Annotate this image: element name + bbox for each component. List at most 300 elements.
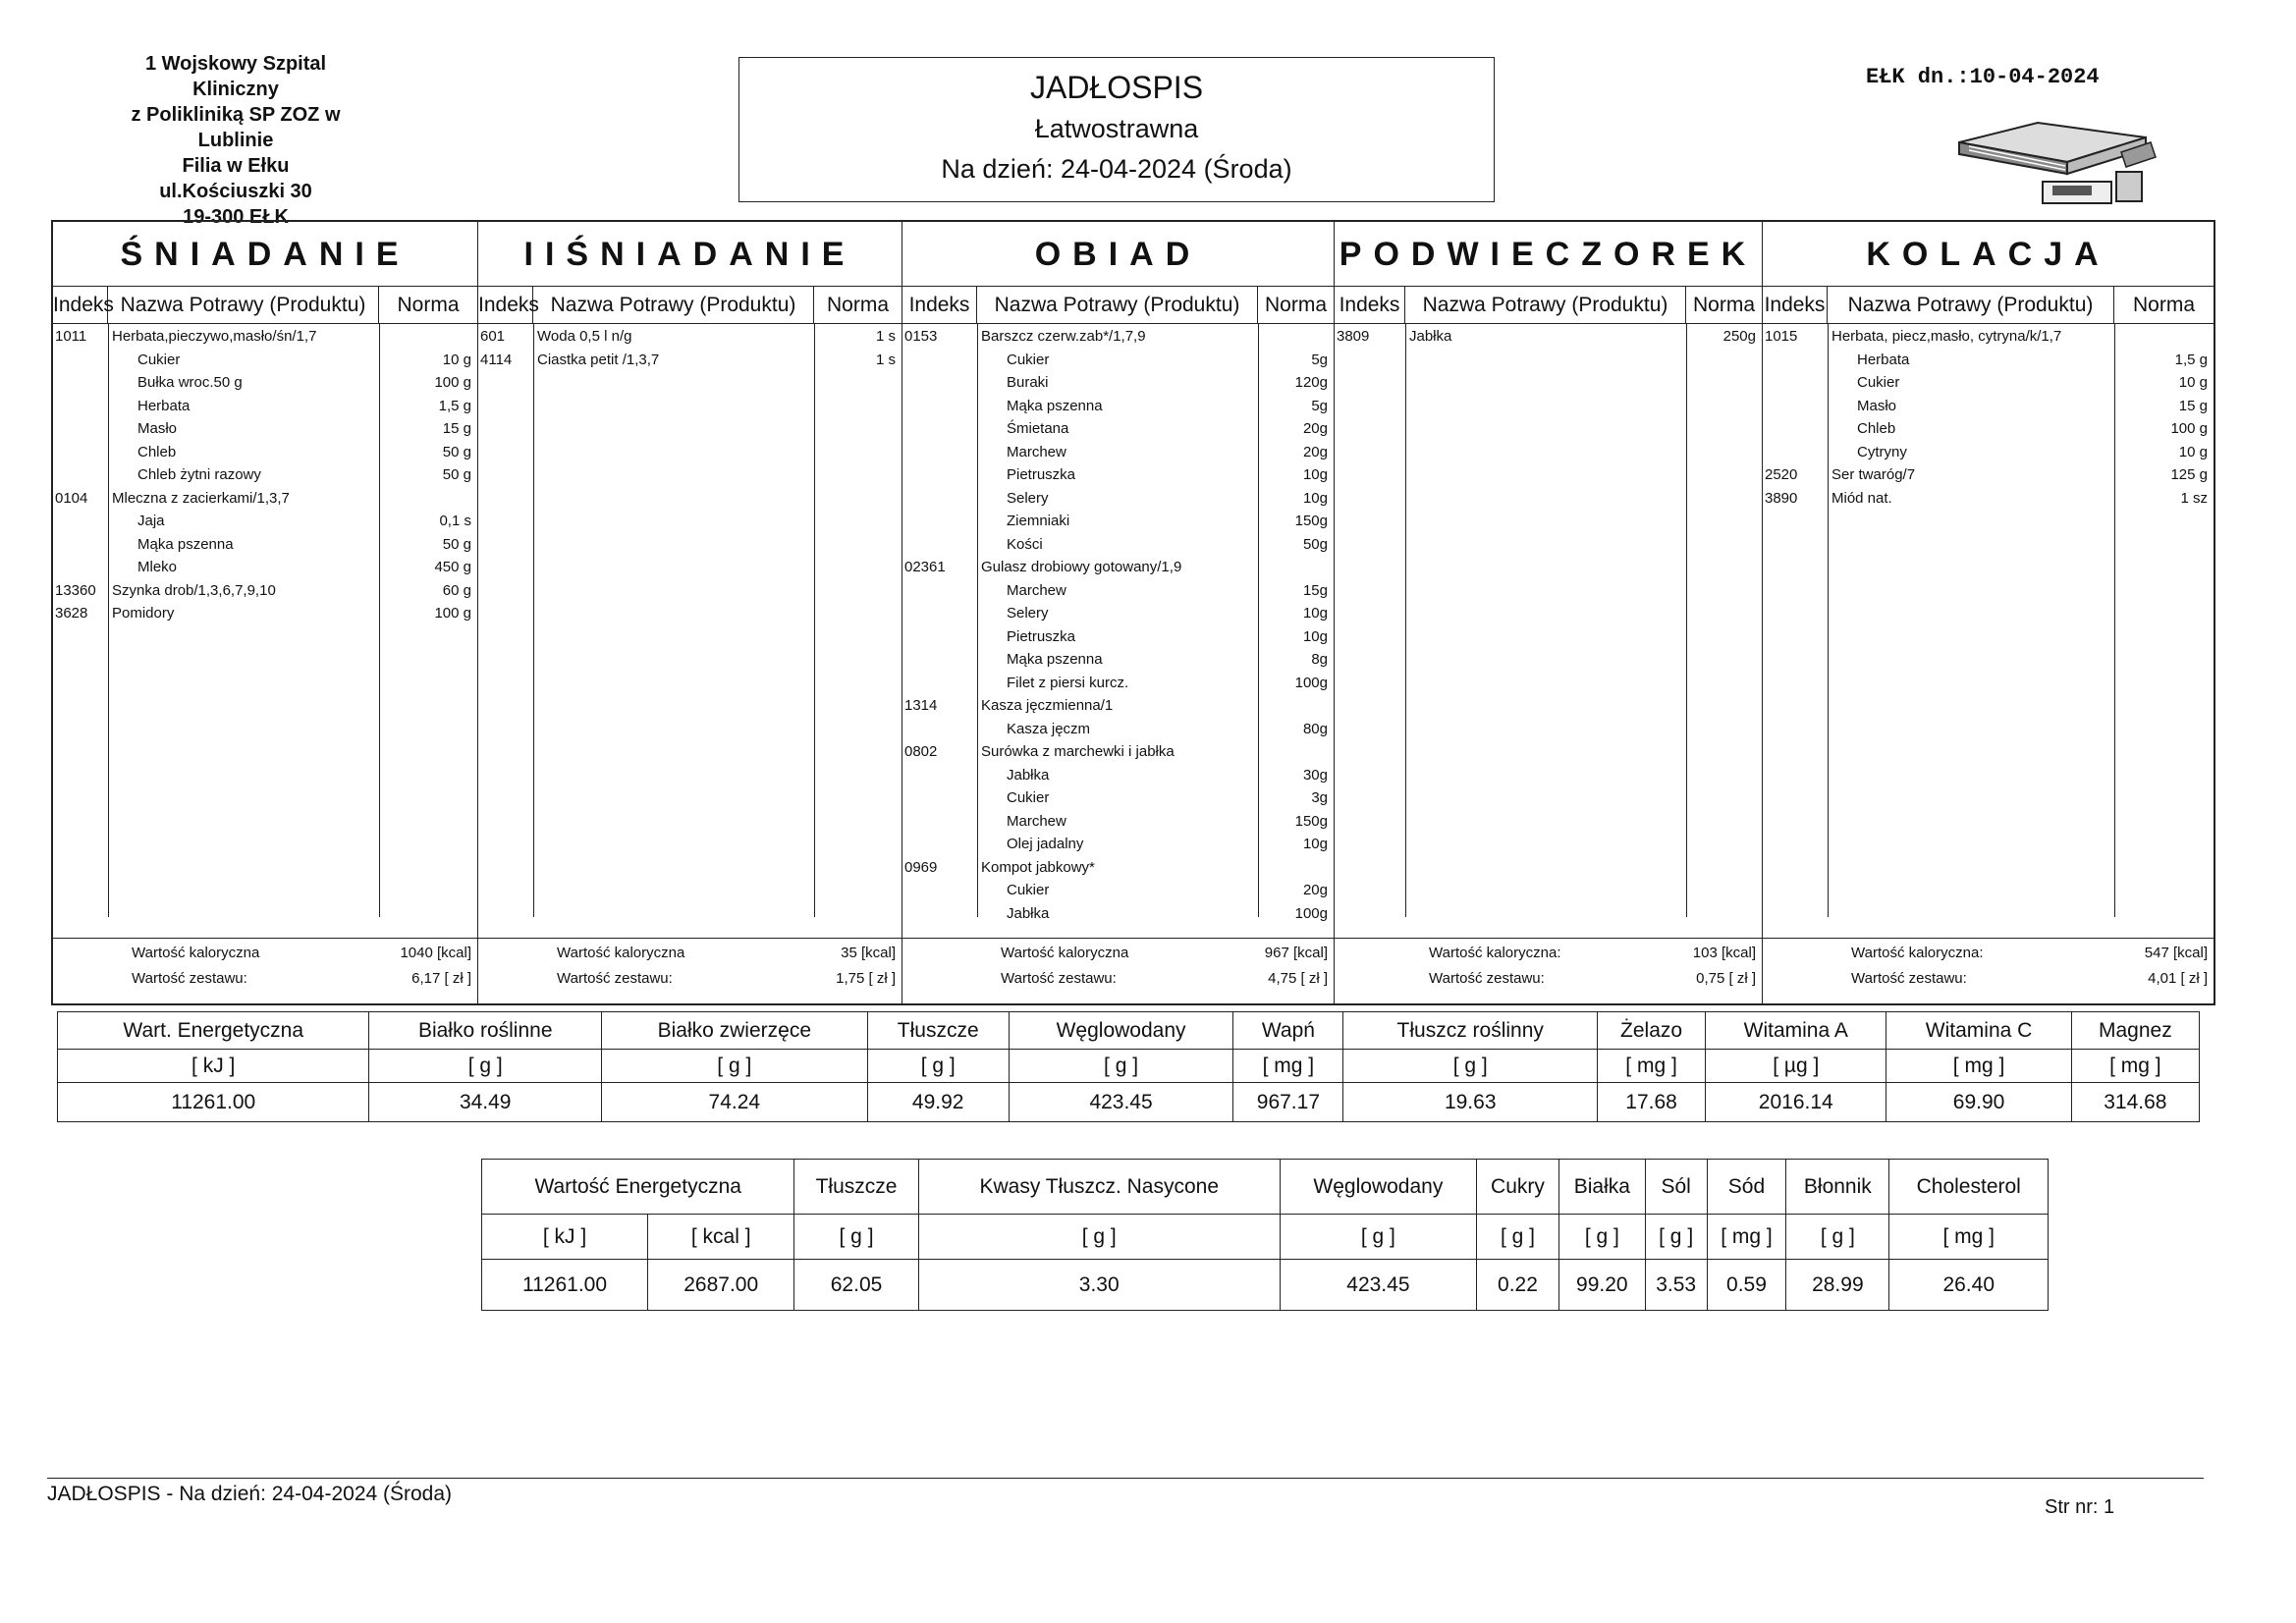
menu-item bbox=[902, 444, 1334, 467]
nutrition2-header-cell: Cukry bbox=[1476, 1160, 1558, 1215]
item-index: 0969 bbox=[904, 858, 938, 876]
meal-summary bbox=[53, 938, 477, 1003]
item-name: Cukier bbox=[137, 351, 181, 368]
menu-item bbox=[902, 767, 1334, 790]
nutrition1-units-cell: [ mg ] bbox=[2071, 1050, 2199, 1083]
item-name: Cukier bbox=[1007, 789, 1050, 806]
item-index: 3809 bbox=[1337, 328, 1370, 345]
nutrition1-values-cell: 17.68 bbox=[1598, 1083, 1706, 1122]
menu-item bbox=[53, 466, 477, 490]
footer-title: JADŁOSPIS - Na dzień: 24-04-2024 (Środa) bbox=[47, 1483, 453, 1505]
item-norm: 100g bbox=[1294, 904, 1328, 922]
menu-item bbox=[53, 490, 477, 514]
kcal-value: 547 [kcal] bbox=[2144, 945, 2208, 961]
menu-item bbox=[902, 536, 1334, 560]
menu-item bbox=[902, 605, 1334, 628]
nutrition2-unit-cell: [ kcal ] bbox=[648, 1215, 794, 1260]
kcal-label: Wartość kaloryczna: bbox=[1851, 945, 1984, 961]
nutrition1-units-cell: [ µg ] bbox=[1706, 1050, 1886, 1083]
item-name: Gulasz drobiowy gotowany/1,9 bbox=[981, 559, 1182, 575]
menu-item bbox=[902, 582, 1334, 606]
item-index: 0802 bbox=[904, 743, 938, 760]
item-name: Marchew bbox=[1007, 581, 1066, 599]
meal-title: PODWIECZOREK bbox=[1335, 222, 1762, 287]
item-name: Masło bbox=[1857, 397, 1897, 414]
item-name: Cukier bbox=[1857, 374, 1900, 391]
menu-item bbox=[53, 374, 477, 398]
hospital-line3: Filia w Ełku bbox=[182, 155, 290, 177]
item-name: Pietruszka bbox=[1007, 627, 1076, 645]
menu-item bbox=[902, 721, 1334, 744]
item-name: Herbata bbox=[137, 397, 191, 414]
menu-item bbox=[53, 398, 477, 421]
column-divider bbox=[1405, 324, 1406, 917]
norm-header: Norma bbox=[1264, 294, 1327, 316]
cost-label: Wartość zestawu: bbox=[1429, 970, 1545, 987]
menu-item bbox=[53, 536, 477, 560]
nutrition1-headers-cell: Węglowodany bbox=[1009, 1012, 1233, 1050]
nutrition2-unit-cell: [ g ] bbox=[1786, 1215, 1889, 1260]
item-norm: 100 g bbox=[434, 374, 471, 391]
nutrition-table-2 bbox=[481, 1159, 2049, 1311]
item-norm: 50 g bbox=[442, 443, 471, 460]
menu-item bbox=[1763, 328, 2214, 352]
menu-item bbox=[902, 836, 1334, 859]
nutrition2-unit-cell: [ mg ] bbox=[1707, 1215, 1786, 1260]
item-name: Marchew bbox=[1007, 443, 1066, 460]
item-name: Cukier bbox=[1007, 882, 1050, 898]
menu-item bbox=[902, 882, 1334, 905]
nutrition1-headers-cell: Magnez bbox=[2071, 1012, 2199, 1050]
item-norm: 1,5 g bbox=[2174, 351, 2208, 368]
nutrition1-values-cell: 967.17 bbox=[1233, 1083, 1343, 1122]
nutrition2-unit-cell: [ mg ] bbox=[1889, 1215, 2049, 1260]
hospital-address bbox=[108, 51, 363, 230]
page-number: Str nr: 1 bbox=[2045, 1496, 2115, 1518]
nutrition2-unit-cell: [ g ] bbox=[1645, 1215, 1707, 1260]
index-header: Indeks bbox=[902, 287, 977, 323]
item-name: Olej jadalny bbox=[1007, 836, 1084, 852]
nutrition2-header-cell: Sól bbox=[1645, 1160, 1707, 1215]
item-norm: 150g bbox=[1294, 513, 1328, 529]
meal-body bbox=[53, 324, 477, 917]
item-name: Mleczna z zacierkami/1,3,7 bbox=[112, 489, 290, 507]
item-norm: 10 g bbox=[2178, 443, 2208, 460]
name-header: Nazwa Potrawy (Produktu) bbox=[533, 287, 814, 323]
column-headers bbox=[902, 287, 1334, 324]
item-name: Chleb bbox=[1857, 420, 1896, 437]
nutrition1-units-cell: [ mg ] bbox=[1886, 1050, 2071, 1083]
item-norm: 10 g bbox=[2178, 374, 2208, 391]
menu-item bbox=[902, 513, 1334, 536]
menu-item bbox=[53, 582, 477, 606]
menu-item bbox=[902, 352, 1334, 375]
item-norm: 120g bbox=[1294, 374, 1328, 391]
nutrition2-value-cell: 11261.00 bbox=[482, 1260, 648, 1311]
nutrition2-value-cell: 0.22 bbox=[1476, 1260, 1558, 1311]
meal-column-1 bbox=[478, 222, 902, 1003]
item-norm: 15 g bbox=[2178, 397, 2208, 414]
menu-item bbox=[53, 559, 477, 582]
nutrition2-header-cell: Tłuszcze bbox=[794, 1160, 918, 1215]
hospital-line1: 1 Wojskowy Szpital Kliniczny bbox=[144, 53, 327, 100]
menu-item bbox=[902, 559, 1334, 582]
item-name: Surówka z marchewki i jabłka bbox=[981, 743, 1175, 760]
meal-body bbox=[902, 324, 1334, 922]
item-norm: 30g bbox=[1302, 766, 1328, 784]
item-norm: 50 g bbox=[442, 466, 471, 483]
norm-header: Norma bbox=[2132, 294, 2195, 316]
nutrition-table-1 bbox=[57, 1011, 2200, 1122]
nutrition1-headers-cell: Witamina C bbox=[1886, 1012, 2071, 1050]
cost-value: 0,75 [ zł ] bbox=[1696, 970, 1756, 987]
menu-item bbox=[902, 628, 1334, 652]
name-header: Nazwa Potrawy (Produktu) bbox=[108, 287, 379, 323]
nutrition1-headers-cell: Wapń bbox=[1233, 1012, 1343, 1050]
nutrition2-header-cell: Węglowodany bbox=[1280, 1160, 1476, 1215]
meal-title: KOLACJA bbox=[1763, 222, 2214, 287]
item-norm: 1 s bbox=[875, 328, 896, 345]
menu-item bbox=[1763, 490, 2214, 514]
item-name: Marchew bbox=[1007, 812, 1066, 830]
kcal-value: 103 [kcal] bbox=[1692, 945, 1756, 961]
nutrition2-value-cell: 99.20 bbox=[1559, 1260, 1646, 1311]
meal-title: IIŚNIADANIE bbox=[478, 222, 902, 287]
item-norm: 10g bbox=[1302, 466, 1328, 483]
menu-item bbox=[1763, 374, 2214, 398]
page-title: JADŁOSPIS bbox=[1029, 70, 1204, 105]
name-header: Nazwa Potrawy (Produktu) bbox=[977, 287, 1258, 323]
item-name: Cytryny bbox=[1857, 443, 1907, 460]
menu-item bbox=[1763, 420, 2214, 444]
cost-value: 6,17 [ zł ] bbox=[411, 970, 471, 987]
item-norm: 10g bbox=[1302, 836, 1328, 852]
nutrition1-headers-cell: Witamina A bbox=[1706, 1012, 1886, 1050]
menu-item bbox=[902, 466, 1334, 490]
meal-title: OBIAD bbox=[902, 222, 1334, 287]
nutrition2-header-cell: Sód bbox=[1707, 1160, 1786, 1215]
item-name: Woda 0,5 l n/g bbox=[537, 328, 632, 345]
energy-header: Wartość Energetyczna bbox=[482, 1160, 794, 1215]
nutrition2-unit-cell: [ g ] bbox=[1476, 1215, 1558, 1260]
menu-item bbox=[478, 352, 902, 375]
nutrition2-header-cell: Kwasy Tłuszcz. Nasycone bbox=[918, 1160, 1280, 1215]
item-norm: 450 g bbox=[434, 559, 471, 575]
item-name: Herbata,pieczywo,masło/śn/1,7 bbox=[112, 328, 317, 345]
menu-item bbox=[53, 328, 477, 352]
column-divider bbox=[1686, 324, 1687, 917]
item-index: 02361 bbox=[904, 559, 946, 575]
item-name: Jaja bbox=[137, 513, 165, 529]
column-headers bbox=[53, 287, 477, 324]
nutrition2-header-cell: Białka bbox=[1559, 1160, 1646, 1215]
item-name: Masło bbox=[137, 420, 178, 437]
menu-item bbox=[53, 444, 477, 467]
item-norm: 125 g bbox=[2170, 466, 2208, 483]
menu-item bbox=[1763, 352, 2214, 375]
item-norm: 1 sz bbox=[2180, 489, 2208, 507]
column-headers bbox=[478, 287, 902, 324]
item-name: Barszcz czerw.zab*/1,7,9 bbox=[981, 328, 1146, 345]
item-index: 3890 bbox=[1765, 489, 1798, 507]
item-name: Ciastka petit /1,3,7 bbox=[537, 351, 660, 368]
menu-item bbox=[1763, 398, 2214, 421]
item-norm: 10g bbox=[1302, 489, 1328, 507]
item-norm: 5g bbox=[1311, 397, 1328, 414]
item-name: Jabłka bbox=[1409, 328, 1452, 345]
nutrition1-values-cell: 423.45 bbox=[1009, 1083, 1233, 1122]
nutrition1-units-cell: [ kJ ] bbox=[58, 1050, 369, 1083]
nutrition2-value-cell: 62.05 bbox=[794, 1260, 918, 1311]
name-header: Nazwa Potrawy (Produktu) bbox=[1405, 287, 1686, 323]
item-index: 2520 bbox=[1765, 466, 1798, 483]
menu-item bbox=[902, 813, 1334, 837]
kcal-value: 35 [kcal] bbox=[841, 945, 896, 961]
item-name: Kości bbox=[1007, 535, 1043, 553]
menu-item bbox=[902, 743, 1334, 767]
item-norm: 50g bbox=[1302, 535, 1328, 553]
menu-item bbox=[902, 420, 1334, 444]
nutrition1-units-cell: [ mg ] bbox=[1233, 1050, 1343, 1083]
nutrition1-units-cell: [ g ] bbox=[1343, 1050, 1598, 1083]
item-norm: 50 g bbox=[442, 535, 471, 553]
diet-name: Łatwostrawna bbox=[1034, 114, 1199, 143]
menu-item bbox=[902, 374, 1334, 398]
item-norm: 3g bbox=[1311, 789, 1328, 806]
nutrition2-unit-cell: [ g ] bbox=[1559, 1215, 1646, 1260]
menu-item bbox=[902, 675, 1334, 698]
item-index: 601 bbox=[480, 328, 506, 345]
nutrition2-unit-cell: [ g ] bbox=[918, 1215, 1280, 1260]
item-name: Selery bbox=[1007, 605, 1049, 622]
item-norm: 150g bbox=[1294, 812, 1328, 830]
menu-item bbox=[53, 605, 477, 628]
item-norm: 1 s bbox=[875, 351, 896, 368]
item-norm: 10 g bbox=[442, 351, 471, 368]
item-norm: 10g bbox=[1302, 627, 1328, 645]
nutrition2-unit-cell: [ kJ ] bbox=[482, 1215, 648, 1260]
menu-item bbox=[478, 328, 902, 352]
menu-table bbox=[51, 220, 2215, 1005]
nutrition2-header-cell: Cholesterol bbox=[1889, 1160, 2049, 1215]
item-name: Buraki bbox=[1007, 374, 1049, 391]
item-name: Jabłka bbox=[1007, 766, 1050, 784]
item-norm: 20g bbox=[1302, 420, 1328, 437]
index-header: Indeks bbox=[478, 287, 533, 323]
cost-label: Wartość zestawu: bbox=[1001, 970, 1117, 987]
item-index: 0104 bbox=[55, 489, 88, 507]
meal-body bbox=[1763, 324, 2214, 917]
item-name: Kasza jęczmienna/1 bbox=[981, 697, 1114, 714]
item-index: 3628 bbox=[55, 605, 88, 622]
item-name: Chleb żytni razowy bbox=[137, 466, 261, 483]
item-name: Miód nat. bbox=[1831, 489, 1892, 507]
item-norm: 100 g bbox=[2170, 420, 2208, 437]
item-norm: 250g bbox=[1722, 328, 1756, 345]
cost-value: 1,75 [ zł ] bbox=[836, 970, 896, 987]
item-name: Cukier bbox=[1007, 351, 1050, 368]
menu-item bbox=[902, 651, 1334, 675]
item-name: Bułka wroc.50 g bbox=[137, 374, 243, 391]
nutrition2-value-cell: 28.99 bbox=[1786, 1260, 1889, 1311]
norm-header: Norma bbox=[1692, 294, 1755, 316]
meal-title: ŚNIADANIE bbox=[53, 222, 477, 287]
nutrition1-headers-cell: Żelazo bbox=[1598, 1012, 1706, 1050]
item-index: 1015 bbox=[1765, 328, 1798, 345]
nutrition1-values-cell: 314.68 bbox=[2071, 1083, 2199, 1122]
item-norm: 100g bbox=[1294, 674, 1328, 691]
cost-label: Wartość zestawu: bbox=[557, 970, 673, 987]
nutrition1-values-cell: 2016.14 bbox=[1706, 1083, 1886, 1122]
meal-summary bbox=[902, 938, 1334, 1003]
item-name: Kasza jęczm bbox=[1007, 720, 1091, 737]
kcal-label: Wartość kaloryczna bbox=[557, 945, 685, 961]
item-name: Mleko bbox=[137, 559, 178, 575]
menu-item bbox=[53, 420, 477, 444]
meal-column-4 bbox=[1763, 222, 2214, 1003]
nutrition1-values-cell: 74.24 bbox=[602, 1083, 868, 1122]
nutrition1-units-cell: [ mg ] bbox=[1598, 1050, 1706, 1083]
menu-item bbox=[1763, 466, 2214, 490]
nutrition2-value-cell: 0.59 bbox=[1707, 1260, 1786, 1311]
nutrition1-units-cell: [ g ] bbox=[1009, 1050, 1233, 1083]
nutrition2-value-cell: 2687.00 bbox=[648, 1260, 794, 1311]
column-divider bbox=[533, 324, 534, 917]
cost-value: 4,01 [ zł ] bbox=[2148, 970, 2208, 987]
menu-item bbox=[902, 490, 1334, 514]
nutrition2-value-cell: 3.30 bbox=[918, 1260, 1280, 1311]
meal-body bbox=[478, 324, 902, 917]
nutrition2-header-cell: Błonnik bbox=[1786, 1160, 1889, 1215]
item-name: Herbata bbox=[1857, 351, 1910, 368]
item-name: Ser twaróg/7 bbox=[1831, 466, 1916, 483]
meal-column-0 bbox=[53, 222, 478, 1003]
nutrition1-values-cell: 34.49 bbox=[369, 1083, 602, 1122]
item-name: Ziemniaki bbox=[1007, 513, 1070, 529]
hospital-line4: ul.Kościuszki 30 bbox=[159, 181, 312, 202]
column-divider bbox=[814, 324, 815, 917]
item-name: Szynka drob/1,3,6,7,9,10 bbox=[112, 581, 276, 599]
nutrition2-unit-cell: [ g ] bbox=[1280, 1215, 1476, 1260]
item-norm: 20g bbox=[1302, 443, 1328, 460]
item-name: Selery bbox=[1007, 489, 1049, 507]
item-norm: 80g bbox=[1302, 720, 1328, 737]
nutrition2-value-cell: 26.40 bbox=[1889, 1260, 2049, 1311]
title-box bbox=[738, 57, 1495, 202]
footer-divider bbox=[47, 1478, 2204, 1479]
index-header: Indeks bbox=[1763, 287, 1828, 323]
book-computer-icon bbox=[1949, 113, 2165, 211]
item-name: Kompot jabkowy* bbox=[981, 858, 1095, 876]
nutrition1-headers-cell: Wart. Energetyczna bbox=[58, 1012, 369, 1050]
item-index: 4114 bbox=[480, 351, 513, 368]
item-name: Mąka pszenna bbox=[137, 535, 234, 553]
kcal-label: Wartość kaloryczna bbox=[1001, 945, 1129, 961]
nutrition1-values-cell: 19.63 bbox=[1343, 1083, 1598, 1122]
item-norm: 1,5 g bbox=[438, 397, 471, 414]
menu-item bbox=[53, 352, 477, 375]
item-name: Pomidory bbox=[112, 605, 175, 622]
index-header: Indeks bbox=[53, 287, 108, 323]
cost-value: 4,75 [ zł ] bbox=[1268, 970, 1328, 987]
menu-item bbox=[902, 905, 1334, 929]
item-norm: 8g bbox=[1311, 651, 1328, 668]
meal-summary bbox=[1335, 938, 1762, 1003]
item-index: 1314 bbox=[904, 697, 938, 714]
menu-item bbox=[53, 513, 477, 536]
nutrition1-headers-cell: Białko roślinne bbox=[369, 1012, 602, 1050]
item-name: Mąka pszenna bbox=[1007, 651, 1103, 668]
menu-item bbox=[902, 697, 1334, 721]
menu-item bbox=[1335, 328, 1762, 352]
item-norm: 15g bbox=[1302, 581, 1328, 599]
menu-item bbox=[902, 398, 1334, 421]
nutrition1-values-cell: 11261.00 bbox=[58, 1083, 369, 1122]
item-norm: 5g bbox=[1311, 351, 1328, 368]
document-date: EŁK dn.:10-04-2024 bbox=[1866, 65, 2100, 89]
nutrition1-units-cell: [ g ] bbox=[867, 1050, 1009, 1083]
item-name: Herbata, piecz,masło, cytryna/k/1,7 bbox=[1831, 328, 2062, 345]
nutrition2-value-cell: 3.53 bbox=[1645, 1260, 1707, 1311]
meal-summary bbox=[478, 938, 902, 1003]
item-name: Pietruszka bbox=[1007, 466, 1076, 483]
hospital-line5: 19-300 EŁK bbox=[183, 206, 289, 228]
item-norm: 15 g bbox=[442, 420, 471, 437]
menu-item bbox=[1763, 444, 2214, 467]
nutrition2-value-cell: 423.45 bbox=[1280, 1260, 1476, 1311]
nutrition1-headers-cell: Tłuszcze bbox=[867, 1012, 1009, 1050]
column-headers bbox=[1763, 287, 2214, 324]
nutrition1-units-cell: [ g ] bbox=[602, 1050, 868, 1083]
meal-summary bbox=[1763, 938, 2214, 1003]
name-header: Nazwa Potrawy (Produktu) bbox=[1828, 287, 2114, 323]
kcal-label: Wartość kaloryczna bbox=[132, 945, 260, 961]
nutrition1-headers-cell: Tłuszcz roślinny bbox=[1343, 1012, 1598, 1050]
meal-column-2 bbox=[902, 222, 1335, 1003]
nutrition1-headers-cell: Białko zwierzęce bbox=[602, 1012, 868, 1050]
cost-label: Wartość zestawu: bbox=[132, 970, 247, 987]
item-index: 1011 bbox=[55, 328, 87, 345]
meal-body bbox=[1335, 324, 1762, 917]
norm-header: Norma bbox=[826, 294, 889, 316]
nutrition2-unit-cell: [ g ] bbox=[794, 1215, 918, 1260]
item-norm: 60 g bbox=[442, 581, 471, 599]
item-norm: 20g bbox=[1302, 882, 1328, 898]
hospital-line2: z Polikliniką SP ZOZ w Lublinie bbox=[131, 104, 341, 151]
menu-date: Na dzień: 24-04-2024 (Środa) bbox=[941, 154, 1292, 184]
kcal-value: 967 [kcal] bbox=[1264, 945, 1328, 961]
menu-item bbox=[902, 859, 1334, 883]
menu-item bbox=[902, 789, 1334, 813]
item-norm: 10g bbox=[1302, 605, 1328, 622]
nutrition1-values-cell: 69.90 bbox=[1886, 1083, 2071, 1122]
item-index: 13360 bbox=[55, 581, 96, 599]
item-index: 0153 bbox=[904, 328, 938, 345]
item-name: Filet z piersi kurcz. bbox=[1007, 674, 1129, 691]
item-name: Śmietana bbox=[1007, 420, 1069, 437]
item-norm: 0,1 s bbox=[439, 513, 471, 529]
nutrition1-units-cell: [ g ] bbox=[369, 1050, 602, 1083]
cost-label: Wartość zestawu: bbox=[1851, 970, 1967, 987]
item-name: Chleb bbox=[137, 443, 177, 460]
nutrition1-values-cell: 49.92 bbox=[867, 1083, 1009, 1122]
item-name: Jabłka bbox=[1007, 904, 1050, 922]
norm-header: Norma bbox=[397, 294, 460, 316]
item-norm: 100 g bbox=[434, 605, 471, 622]
index-header: Indeks bbox=[1335, 287, 1405, 323]
kcal-label: Wartość kaloryczna: bbox=[1429, 945, 1561, 961]
menu-item bbox=[902, 328, 1334, 352]
